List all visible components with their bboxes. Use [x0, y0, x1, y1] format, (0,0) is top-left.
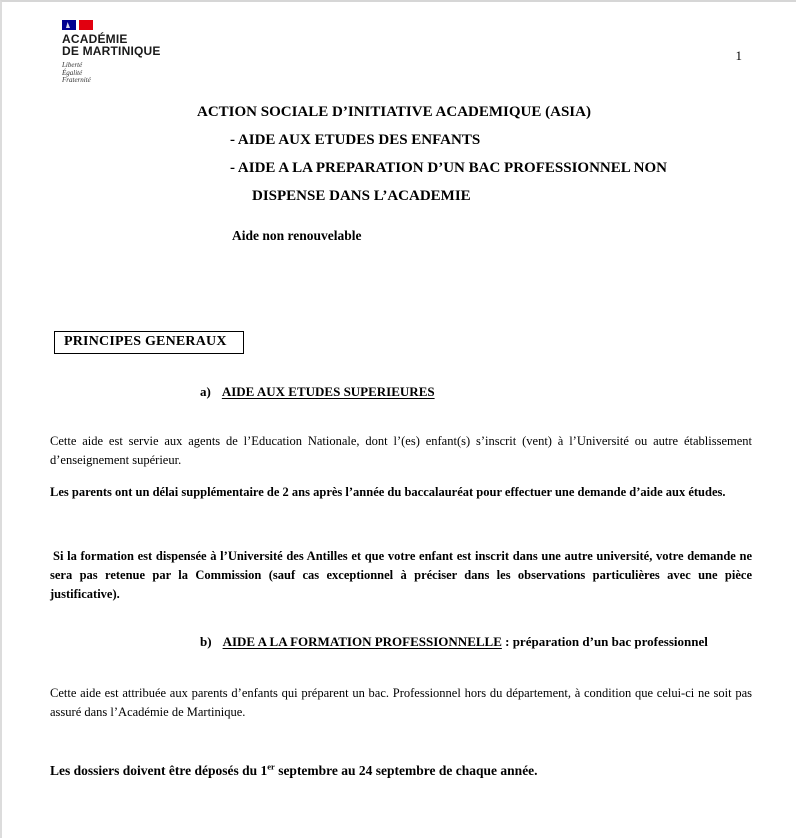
section-a-paragraph-1: Cette aide est servie aux agents de l’Education Nationale, dont l’(es) enfant(s) s’inscrit (vent) à l’Université ou autre établissement d’enseignement supérieur. — [50, 434, 752, 467]
deadline-superscript: er — [267, 761, 275, 772]
logo-name-line1: ACADÉMIE — [62, 32, 128, 46]
academie-martinique-logo — [62, 20, 172, 85]
deadline-prefix: Les dossiers doivent être déposés du 1 — [50, 763, 268, 778]
section-a-label: a) — [200, 384, 211, 399]
section-a-title: AIDE AUX ETUDES SUPERIEURES — [221, 384, 435, 399]
title-line-3: - AIDE A LA PREPARATION D’UN BAC PROFESSIONNEL NON — [230, 160, 667, 176]
deadline-suffix: septembre au 24 septembre de chaque année. — [274, 763, 538, 778]
logo-name — [62, 34, 172, 57]
section-b-label: b) — [200, 634, 212, 649]
principes-generaux-box: PRINCIPES GENERAUX — [54, 331, 244, 354]
section-a-paragraph-2: Les parents ont un délai supplémentaire de 2 ans après l’année du baccalauréat pour effectuer une demande d’aide aux études. — [50, 485, 726, 499]
section-b-title: AIDE A LA FORMATION PROFESSIONNELLE — [222, 634, 502, 649]
flag-blue-block — [62, 20, 76, 30]
deadline-statement — [50, 761, 752, 780]
motto-line1: Liberté — [62, 61, 83, 69]
logo-motto — [62, 62, 172, 85]
title-line-1: ACTION SOCIALE D’INITIATIVE ACADEMIQUE (ASIA) — [197, 104, 591, 120]
page-number: 1 — [735, 48, 742, 63]
section-b-title-suffix: : préparation d’un bac professionnel — [501, 634, 708, 649]
title-line-2: - AIDE AUX ETUDES DES ENFANTS — [230, 132, 481, 148]
flag-red-block — [79, 20, 93, 30]
section-a-paragraph-3: Si la formation est dispensée à l’Université des Antilles et que votre enfant est inscrit dans une autre université, votre demande ne sera pas retenue par la Commission (sauf cas exceptionnel à préciser dans les observations particulières avec une pièce justificative). — [50, 549, 752, 601]
section-b-paragraph-1: Cette aide est attribuée aux parents d’enfants qui préparent un bac. Professionnel hors du département, à condition que celui-ci ne soit pas assuré dans l’Académie de Martinique. — [50, 686, 752, 719]
motto-line3: Fraternité — [62, 76, 91, 84]
section-a-heading — [200, 384, 435, 400]
french-flag-icon — [62, 20, 172, 30]
logo-name-line2: DE MARTINIQUE — [62, 43, 161, 58]
subtitle-aide-non-renouvelable: Aide non renouvelable — [232, 228, 362, 243]
title-line-4: DISPENSE DANS L’ACADEMIE — [252, 188, 471, 204]
document-title — [197, 98, 667, 210]
motto-line2: Égalité — [62, 68, 83, 77]
section-b-heading — [200, 634, 708, 650]
